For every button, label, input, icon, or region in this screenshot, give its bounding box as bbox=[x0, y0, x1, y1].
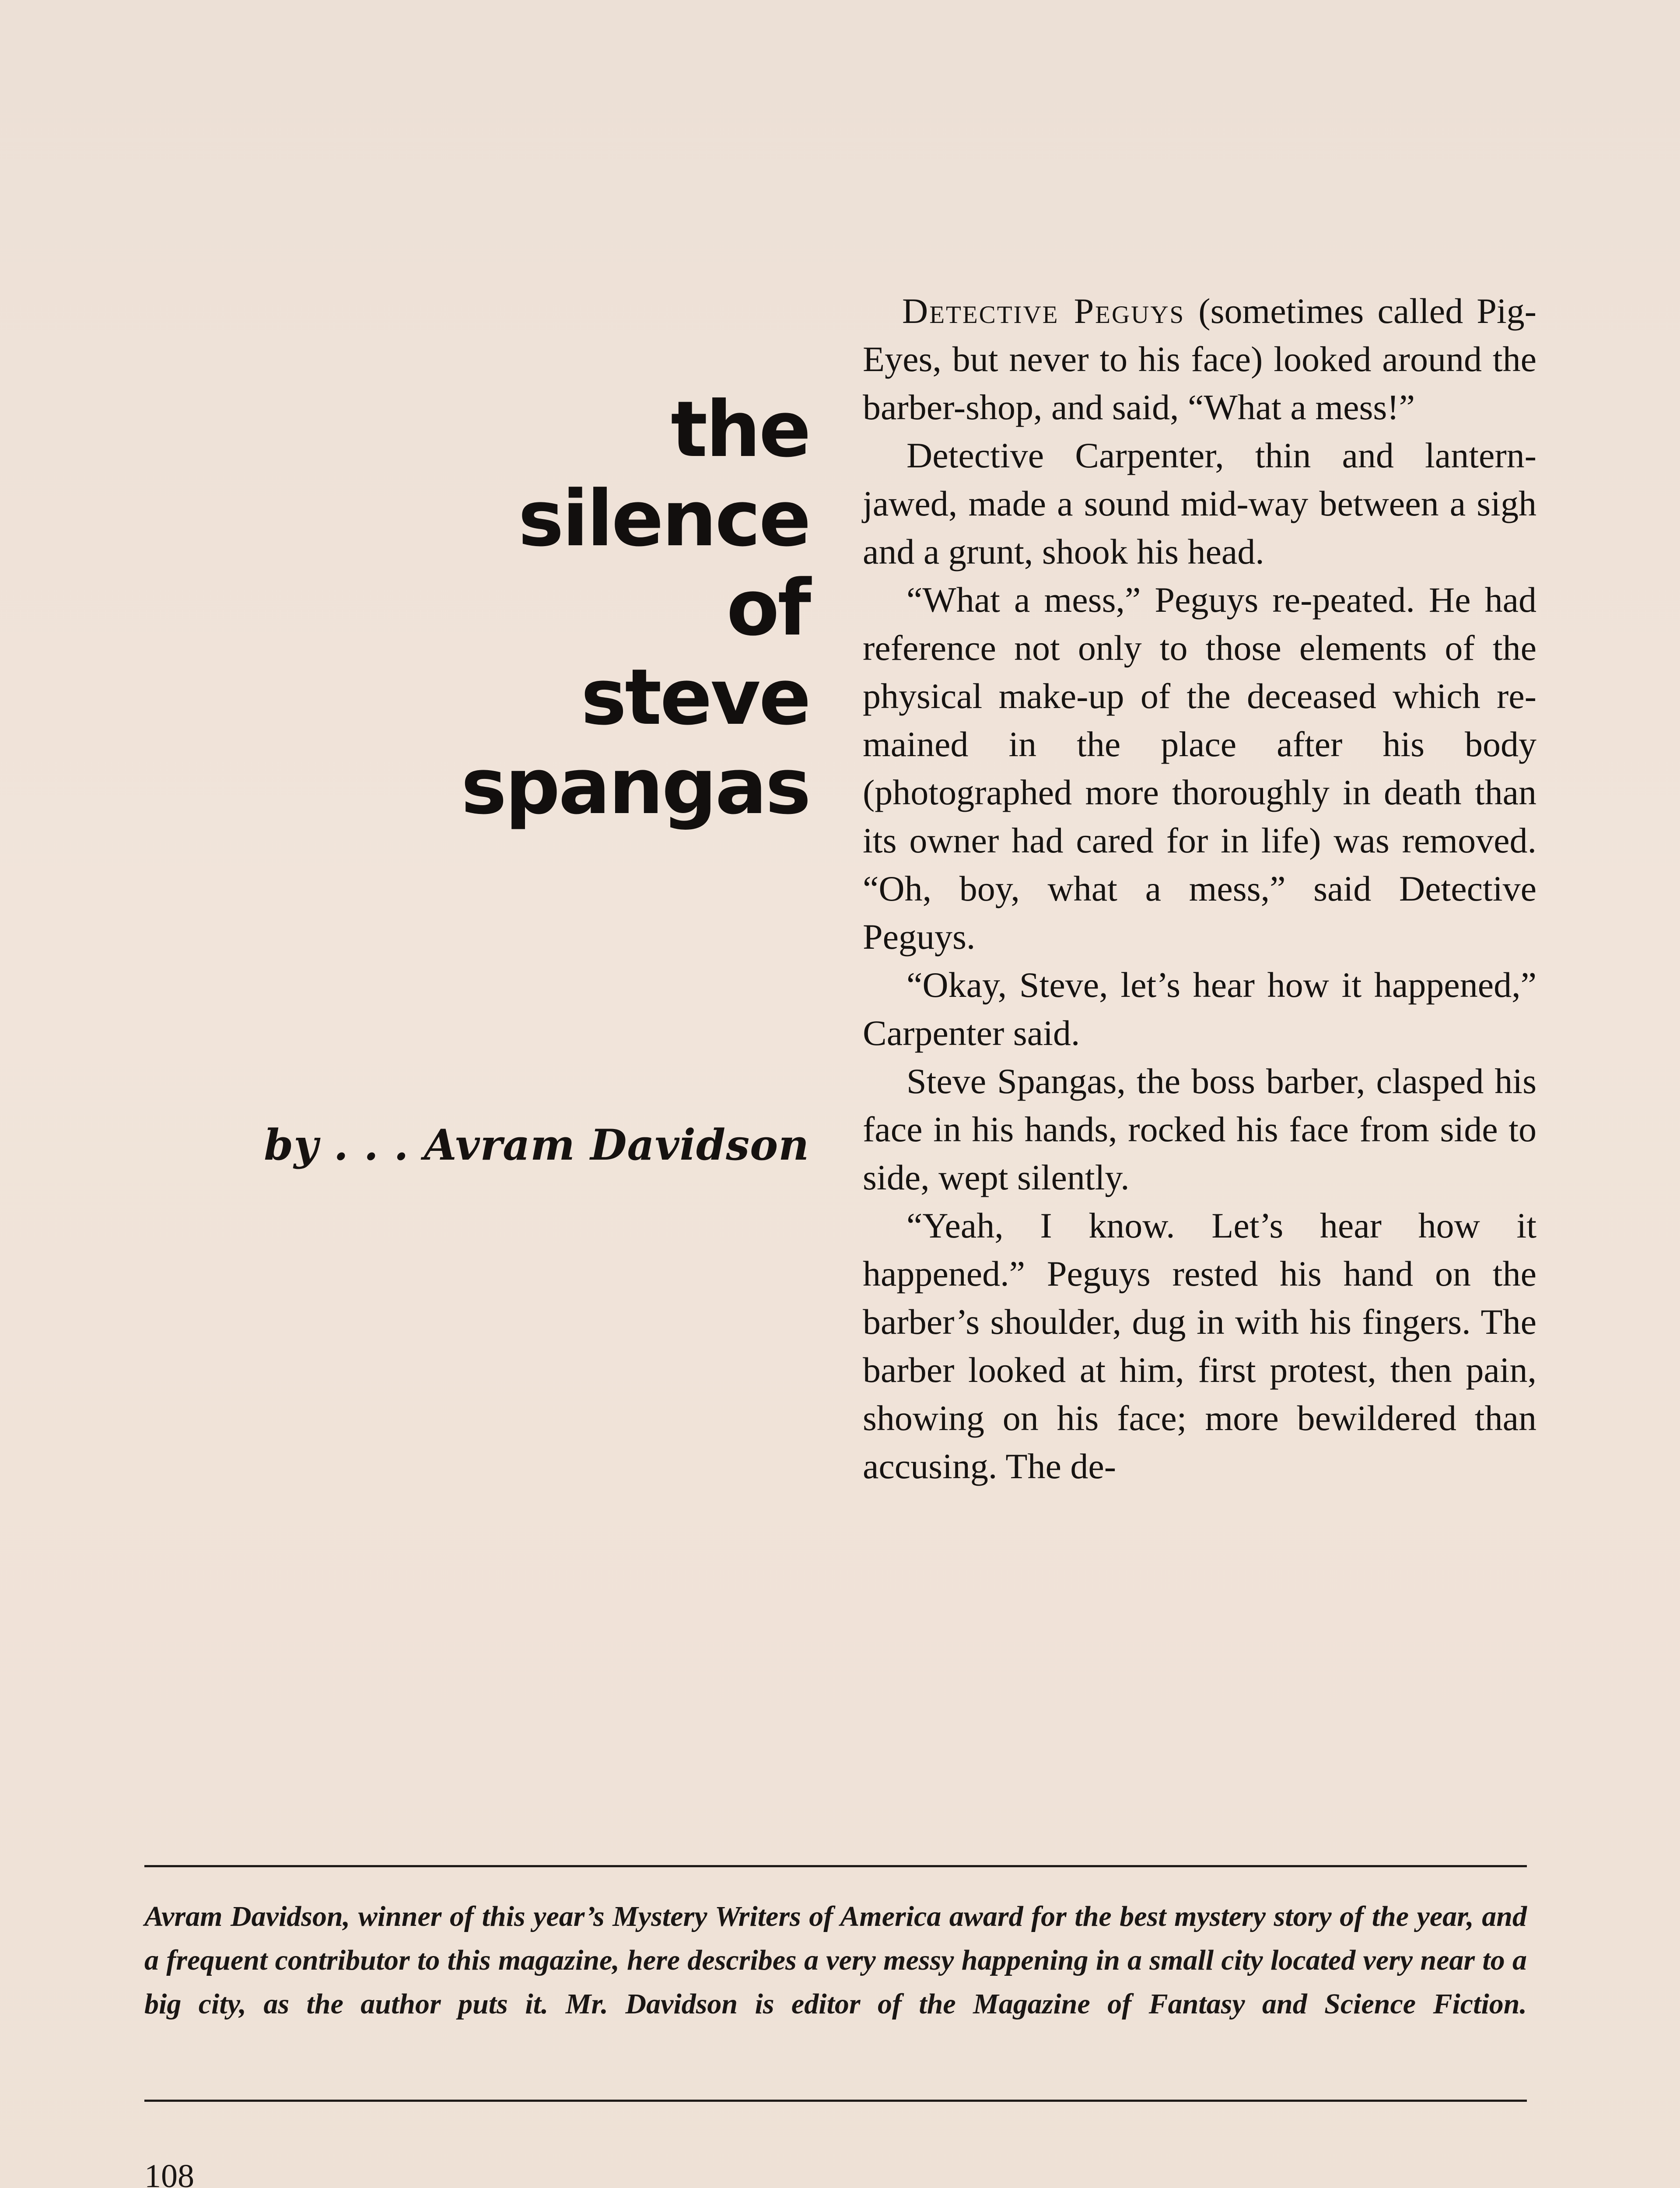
story-paragraph: Detective Carpenter, thin and lantern-jawed, made a sound mid-way between a sigh and a grunt, shook his head. bbox=[863, 435, 1536, 572]
title-line: of bbox=[726, 563, 809, 653]
story-paragraph: “Okay, Steve, let’s hear how it happened,” Carpenter said. bbox=[863, 965, 1536, 1053]
story-paragraph bbox=[863, 287, 1536, 431]
title-line: spangas bbox=[461, 742, 809, 831]
story-paragraph: Steve Spangas, the boss barber, clasped his face in his hands, rocked his face from side to side, wept silently. bbox=[863, 1061, 1536, 1197]
title-line: the bbox=[671, 385, 809, 474]
title-line: silence bbox=[518, 474, 809, 564]
footnote-bottom-rule bbox=[144, 2100, 1527, 2102]
story-text bbox=[863, 287, 1536, 1490]
title-line: steve bbox=[581, 652, 809, 742]
page-number: 108 bbox=[144, 2158, 194, 2188]
story-paragraph: “Yeah, I know. Let’s hear how it happened.” Peguys rested his hand on the barber’s shoulder, dug in with his fingers. The barber looked at him, first protest, then pain, showing on his face; more bewildered than accusing. The de- bbox=[863, 1206, 1536, 1486]
paragraph-text: (sometimes called Pig-Eyes, but never to his face) looked around the barber-shop, and said, “What a mess!” bbox=[863, 291, 1536, 427]
author-byline: by . . . Avram Davidson bbox=[264, 1120, 809, 1170]
author-footnote: Avram Davidson, winner of this year’s Mystery Writers of America award for the best mystery story of the year, and a frequent contributor to this magazine, here describes a very messy happening in a small city located very near to a big city, as the author puts it. Mr. Davidson is editor of the Magazine of Fantasy and Science Fiction. bbox=[144, 1900, 1527, 2020]
footnote-top-rule bbox=[144, 1865, 1527, 1867]
story-title bbox=[153, 385, 809, 831]
opening-smallcaps: Detective Peguys bbox=[902, 291, 1185, 331]
story-paragraph: “What a mess,” Peguys re-peated. He had reference not only to those elements of the physical make-up of the deceased which re-mained in the place after his body (photographed more thoroughly in death than its owner had cared for in life) was removed. “Oh, boy, what a mess,” said Detective Peguys. bbox=[863, 580, 1536, 957]
